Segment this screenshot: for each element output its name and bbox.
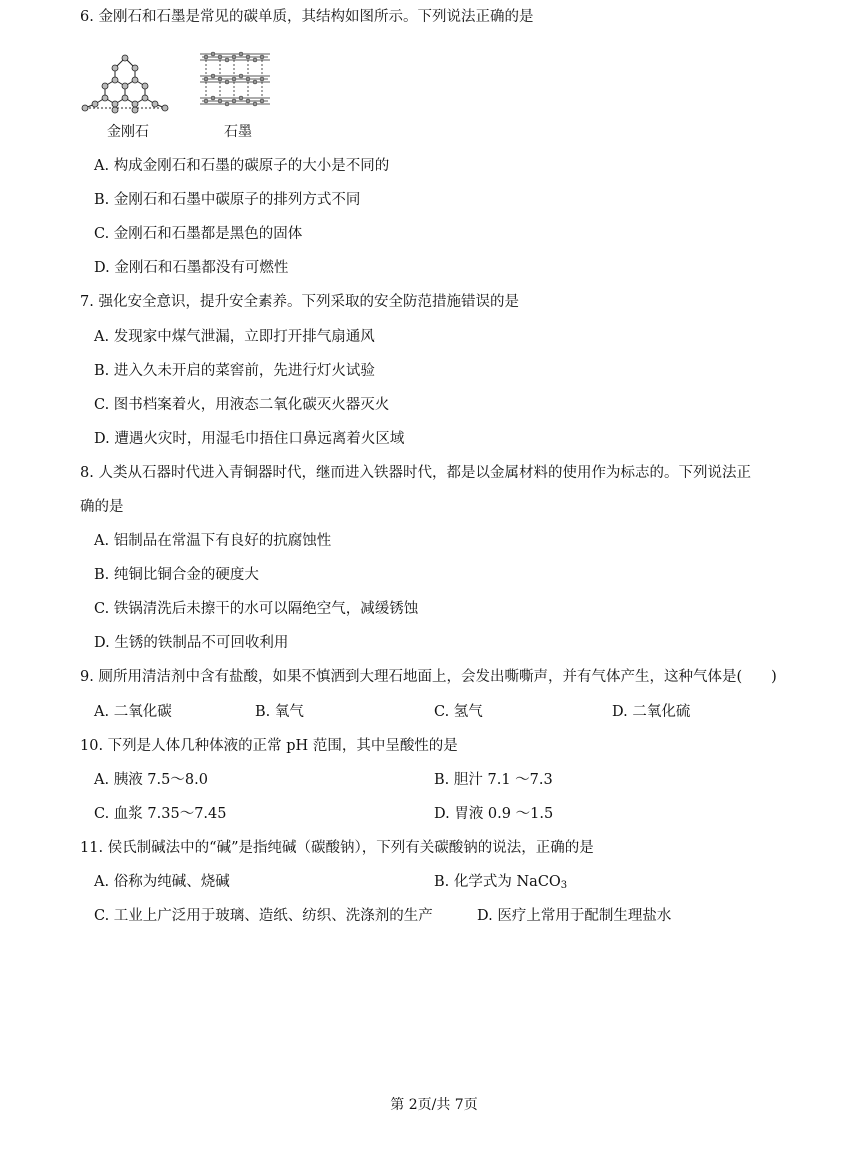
question-8-option-b[interactable]: B. 纯铜比铜合金的硬度大	[94, 567, 259, 583]
question-11-option-c[interactable]: C. 工业上广泛用于玻璃、造纸、纺织、洗涤剂的生产	[94, 908, 433, 924]
question-11-option-b-text: B. 化学式为 NaCO	[434, 874, 561, 890]
question-11-option-a[interactable]: A. 俗称为纯碱、烧碱	[94, 874, 230, 890]
question-8-stem-line1: 8. 人类从石器时代进入青铜器时代，继而进入铁器时代，都是以金属材料的使用作为标志的。下列说法正	[80, 465, 751, 481]
question-10-option-b[interactable]: B. 胆汁 7.1 ～7.3	[434, 772, 553, 788]
question-9-option-d[interactable]: D. 二氧化硫	[612, 704, 691, 720]
question-10-option-c[interactable]: C. 血浆 7.35～7.45	[94, 806, 227, 822]
graphite-label: 石墨	[224, 124, 252, 140]
question-11-option-b[interactable]	[434, 873, 567, 895]
question-9-option-a[interactable]: A. 二氧化碳	[94, 704, 172, 720]
question-7-option-a[interactable]: A. 发现家中煤气泄漏，立即打开排气扇通风	[94, 329, 375, 345]
question-8-option-c[interactable]: C. 铁锅清洗后未擦干的水可以隔绝空气，减缓锈蚀	[94, 601, 419, 617]
graphite-structure-figure	[196, 48, 274, 112]
question-6-option-c[interactable]: C. 金刚石和石墨都是黑色的固体	[94, 226, 303, 242]
question-6-option-d[interactable]: D. 金刚石和石墨都没有可燃性	[94, 260, 289, 276]
question-10-option-a[interactable]: A. 胰液 7.5～8.0	[94, 772, 208, 788]
diamond-label: 金刚石	[107, 124, 149, 140]
formula-subscript: 3	[560, 880, 568, 891]
question-8-stem-line2: 确的是	[80, 499, 124, 515]
question-6-stem: 6. 金刚石和石墨是常见的碳单质，其结构如图所示。下列说法正确的是	[80, 9, 534, 25]
question-9-stem: 9. 厕所用清洁剂中含有盐酸，如果不慎洒到大理石地面上，会发出嘶嘶声，并有气体产生，这种气体是( )	[80, 669, 777, 685]
question-6-option-a[interactable]: A. 构成金刚石和石墨的碳原子的大小是不同的	[94, 158, 390, 174]
question-7-option-c[interactable]: C. 图书档案着火，用液态二氧化碳灭火器灭火	[94, 397, 390, 413]
question-8-option-a[interactable]: A. 铝制品在常温下有良好的抗腐蚀性	[94, 533, 332, 549]
question-7-option-b[interactable]: B. 进入久未开启的菜窖前，先进行灯火试验	[94, 363, 375, 379]
question-6-option-b[interactable]: B. 金刚石和石墨中碳原子的排列方式不同	[94, 192, 361, 208]
question-10-option-d[interactable]: D. 胃液 0.9 ～1.5	[434, 806, 554, 822]
question-9-option-c[interactable]: C. 氢气	[434, 704, 483, 720]
question-11-stem: 11. 侯氏制碱法中的“碱”是指纯碱（碳酸钠），下列有关碳酸钠的说法，正确的是	[80, 840, 594, 856]
question-8-option-d[interactable]: D. 生锈的铁制品不可回收利用	[94, 635, 289, 651]
question-10-stem: 10. 下列是人体几种体液的正常 pH 范围，其中呈酸性的是	[80, 738, 458, 754]
question-7-option-d[interactable]: D. 遭遇火灾时，用湿毛巾捂住口鼻远离着火区域	[94, 431, 405, 447]
page-number-footer: 第 2页/共 7页	[390, 1097, 478, 1113]
question-11-option-d[interactable]: D. 医疗上常用于配制生理盐水	[477, 908, 672, 924]
diamond-structure-figure	[80, 54, 170, 114]
question-7-stem: 7. 强化安全意识，提升安全素养。下列采取的安全防范措施错误的是	[80, 294, 519, 310]
question-9-option-b[interactable]: B. 氧气	[255, 704, 304, 720]
